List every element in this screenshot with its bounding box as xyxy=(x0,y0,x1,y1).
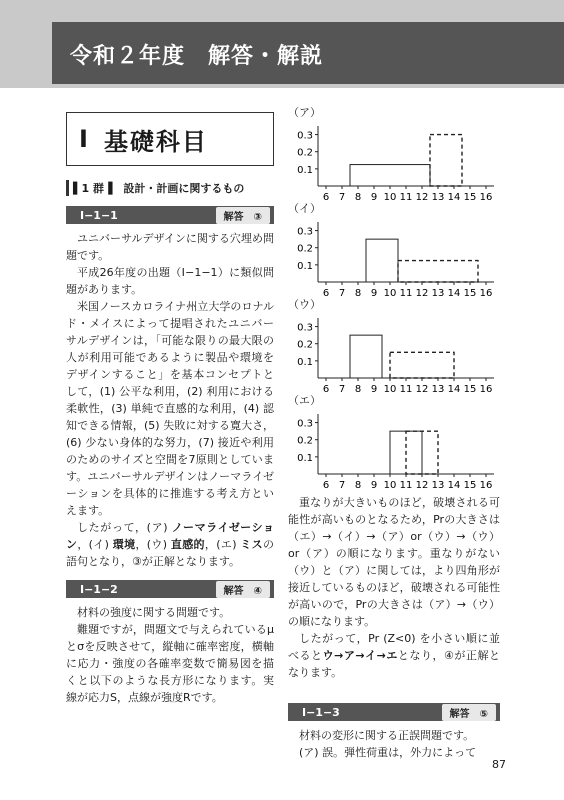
y-tick-label: 0.2 xyxy=(297,435,313,447)
paragraph: 材料の強度に関する問題です。 xyxy=(77,606,231,619)
x-tick-label: 6 xyxy=(322,288,330,298)
page-header xyxy=(0,0,564,88)
text-run: となり，④が正解となります。 xyxy=(288,649,500,679)
text-run: ，(ウ) xyxy=(135,538,171,551)
x-tick-label: 6 xyxy=(322,480,330,490)
analysis-text xyxy=(288,494,500,681)
chart-4 xyxy=(288,394,500,490)
stress-rect xyxy=(366,239,398,282)
paragraph: ユニバーサルデザインに関する穴埋め問題です。 xyxy=(66,232,274,262)
x-tick-label: 8 xyxy=(354,384,362,394)
chart-stack xyxy=(288,106,500,490)
x-tick-label: 7 xyxy=(338,288,346,298)
problem-id: Ⅰ−1−1 xyxy=(80,208,118,222)
x-tick-label: 8 xyxy=(354,480,362,490)
x-tick-label: 11 xyxy=(399,288,413,298)
x-tick-label: 14 xyxy=(447,192,461,202)
strength-rect xyxy=(390,352,454,378)
chart-svg xyxy=(288,312,500,394)
x-tick-label: 7 xyxy=(338,192,346,202)
x-tick-label: 11 xyxy=(399,192,413,202)
x-tick-label: 12 xyxy=(415,480,429,490)
chart-1 xyxy=(288,106,500,202)
problem-id: Ⅰ−1−3 xyxy=(302,705,340,719)
section-title-box xyxy=(66,112,274,166)
paragraph: 材料の変形に関する正誤問題です。 xyxy=(299,729,475,742)
x-tick-label: 7 xyxy=(338,480,346,490)
chart-label: （エ） xyxy=(288,394,321,407)
x-tick-label: 9 xyxy=(370,384,378,394)
x-tick-label: 10 xyxy=(383,192,397,202)
chart-3 xyxy=(288,298,500,394)
y-tick-label: 0.3 xyxy=(297,322,313,334)
text-run: の語句となり，③が正解となります。 xyxy=(66,538,275,568)
x-tick-label: 13 xyxy=(431,192,445,202)
y-tick-label: 0.2 xyxy=(297,243,313,255)
answer-badge: 解答 ④ xyxy=(216,581,270,598)
chart-label: （ウ） xyxy=(288,298,321,311)
chart-label: （イ） xyxy=(288,202,321,215)
answer-term: 直感的 xyxy=(170,538,205,551)
chart-svg xyxy=(288,120,500,202)
x-tick-label: 9 xyxy=(370,192,378,202)
group-heading: ▌1 群▐ 設計・計画に関するもの xyxy=(66,180,274,196)
problem-header-2 xyxy=(66,580,274,598)
y-tick-label: 0.3 xyxy=(297,130,313,142)
paragraph: 米国ノースカロライナ州立大学のロナルド・メイスによって提唱されたユニバーサルデザインは，「可能な限りの最大限の人が利用可能であるように製品や環境をデザインすること」を基本コンセプトとして，(1) 公平な利用，(2) 利用における柔軟性，(3) 単純で直感的な利用，(4) 認知できる情報，(5) 失敗に対する寛大さ，(6) 少ない身体的な努力，(7) 接近や利用のためのサイズと空間を7原則としています。ユニバーサルデザインはノーマライゼーションを具体的に推進する考え方といえます。 xyxy=(66,300,274,517)
x-tick-label: 14 xyxy=(447,480,461,490)
x-tick-label: 13 xyxy=(431,480,445,490)
x-tick-label: 14 xyxy=(447,384,461,394)
x-tick-label: 8 xyxy=(354,192,362,202)
stress-rect xyxy=(350,335,382,378)
y-tick-label: 0.1 xyxy=(297,452,313,464)
text-run: したがって，(ア) xyxy=(77,521,172,534)
page-number: 87 xyxy=(492,758,506,771)
x-tick-label: 12 xyxy=(415,192,429,202)
answer-term: ノーマライゼーション xyxy=(66,521,274,551)
x-tick-label: 12 xyxy=(415,384,429,394)
x-tick-label: 13 xyxy=(431,384,445,394)
y-tick-label: 0.3 xyxy=(297,226,313,238)
y-tick-label: 0.2 xyxy=(297,147,313,159)
x-tick-label: 12 xyxy=(415,288,429,298)
x-tick-label: 9 xyxy=(370,480,378,490)
x-tick-label: 15 xyxy=(463,288,477,298)
x-tick-label: 15 xyxy=(463,384,477,394)
x-tick-label: 7 xyxy=(338,384,346,394)
answer-badge: 解答 ⑤ xyxy=(442,704,496,721)
y-tick-label: 0.2 xyxy=(297,339,313,351)
x-tick-label: 11 xyxy=(399,384,413,394)
section-roman-numeral: Ⅰ xyxy=(79,125,90,153)
x-tick-label: 10 xyxy=(383,384,397,394)
x-tick-label: 8 xyxy=(354,288,362,298)
problem-header-3 xyxy=(288,703,500,721)
x-tick-label: 11 xyxy=(399,480,413,490)
x-tick-label: 16 xyxy=(479,192,493,202)
x-tick-label: 13 xyxy=(431,288,445,298)
right-column xyxy=(288,106,500,761)
x-tick-label: 6 xyxy=(322,192,330,202)
x-tick-label: 10 xyxy=(383,288,397,298)
text-run: ，(イ) xyxy=(77,538,113,551)
paragraph: 重なりが大きいものほど，破壊される可能性が高いものとなるため，Prの大きさは（エ）→（イ）→（ア）or（ウ）→（ウ）or（ア）の順になります。重なりがない（ウ）と（ア）に関しては，より四角形が接近しているものほど，破壊される可能性が高いので，Prの大きさは（ア）→（ウ）の順になります。 xyxy=(288,496,500,628)
paragraph: 難題ですが，問題文で与えられているμとσを反映させて，縦軸に確率密度，横軸に応力・強度の各確率変数で簡易図を描くと以下のような長方形になります。実線が応力S，点線が強度Rです。 xyxy=(66,623,274,704)
chart-label: （ア） xyxy=(288,106,321,119)
chart-svg xyxy=(288,408,500,490)
x-tick-label: 15 xyxy=(463,480,477,490)
answer-term: 環境 xyxy=(112,538,136,551)
chart-svg xyxy=(288,216,500,298)
strength-rect xyxy=(398,261,478,282)
paragraph: (ア) 誤。弾性荷重は，外力によって xyxy=(299,746,477,759)
x-tick-label: 6 xyxy=(322,384,330,394)
text-run: したがって，Pr (Z<0) を小さい順に並べると xyxy=(288,632,500,662)
answer-order: ウ→ア→イ→エ xyxy=(322,649,398,662)
conclusion-paragraph xyxy=(66,519,274,570)
paragraph: 平成26年度の出題（Ⅰ−1−1）に類似問題があります。 xyxy=(66,266,274,296)
x-tick-label: 14 xyxy=(447,288,461,298)
answer-term: ミス xyxy=(240,538,264,551)
chart-2 xyxy=(288,202,500,298)
x-tick-label: 9 xyxy=(370,288,378,298)
text-run: ，(エ) xyxy=(204,538,241,551)
problem-id: Ⅰ−1−2 xyxy=(80,582,118,596)
problem-header-1 xyxy=(66,206,274,224)
page-title: 令和２年度 解答・解説 xyxy=(70,44,324,69)
y-tick-label: 0.3 xyxy=(297,418,313,430)
conclusion-paragraph xyxy=(288,630,500,681)
y-tick-label: 0.1 xyxy=(297,356,313,368)
x-tick-label: 10 xyxy=(383,480,397,490)
left-column xyxy=(66,112,274,706)
y-tick-label: 0.1 xyxy=(297,260,313,272)
x-tick-label: 16 xyxy=(479,384,493,394)
x-tick-label: 16 xyxy=(479,288,493,298)
strength-rect xyxy=(430,135,462,186)
y-tick-label: 0.1 xyxy=(297,164,313,176)
answer-badge: 解答 ③ xyxy=(216,207,270,224)
x-tick-label: 15 xyxy=(463,192,477,202)
x-tick-label: 16 xyxy=(479,480,493,490)
stress-rect xyxy=(350,165,430,186)
section-title: 基礎科目 xyxy=(103,127,208,156)
